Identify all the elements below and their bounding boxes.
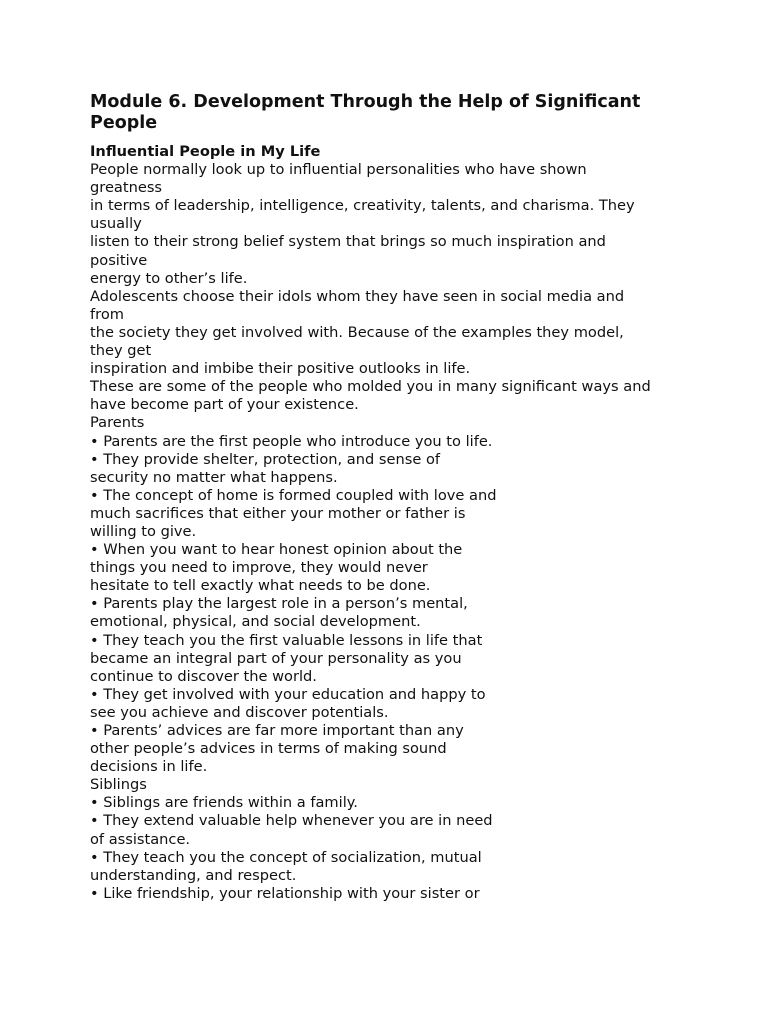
body-line: became an integral part of your personality as you (90, 649, 462, 667)
body-line: things you need to improve, they would never (90, 559, 428, 577)
body-line: • They provide shelter, protection, and sense of (90, 450, 441, 468)
body-line: willing to give. (90, 522, 197, 540)
body-line: other people’s advices in terms of making sound (90, 740, 447, 758)
body-line: see you achieve and discover potentials. (90, 703, 389, 721)
body-line: of assistance. (90, 830, 191, 848)
body-line: positive (90, 251, 148, 269)
body-line: • Parents play the largest role in a person’s mental, (90, 595, 468, 613)
body-line: energy to other’s life. (90, 269, 248, 287)
body-line: security no matter what happens. (90, 468, 338, 486)
body-line: usually (90, 215, 142, 233)
module-title-line: Module 6. Development Through the Help of Significant (90, 92, 641, 112)
body-line: Adolescents choose their idols whom they have seen in social media and (90, 287, 625, 305)
body-line: • Siblings are friends within a family. (90, 794, 358, 812)
body-line: • Parents are the first people who introduce you to life. (90, 432, 493, 450)
body-line: emotional, physical, and social development. (90, 613, 421, 631)
section-heading: Influential People in My Life (90, 143, 321, 160)
body-line: much sacrifices that either your mother or father is (90, 504, 466, 522)
body-line: the society they get involved with. Because of the examples they model, (90, 323, 624, 341)
body-line: have become part of your existence. (90, 396, 359, 414)
body-line: • They extend valuable help whenever you are in need (90, 812, 493, 830)
body-line: • They get involved with your education and happy to (90, 685, 486, 703)
body-line: • When you want to hear honest opinion about the (90, 541, 463, 559)
body-line: • They teach you the concept of socialization, mutual (90, 848, 482, 866)
body-line: understanding, and respect. (90, 866, 297, 884)
body-line: • They teach you the first valuable lessons in life that (90, 631, 483, 649)
module-title (90, 92, 690, 134)
body-line: inspiration and imbibe their positive outlooks in life. (90, 360, 471, 378)
body-line: hesitate to tell exactly what needs to be done. (90, 577, 431, 595)
body-line: • Parents’ advices are far more important than any (90, 722, 464, 739)
body-line: from (90, 305, 124, 323)
body-line: decisions in life. (90, 758, 208, 776)
body-line: Siblings (90, 776, 147, 794)
body-line: they get (90, 342, 152, 360)
body-line: • Like friendship, your relationship with your sister or (90, 884, 480, 902)
body-line: in terms of leadership, intelligence, creativity, talents, and charisma. They (90, 197, 635, 215)
body-text (90, 161, 690, 903)
body-line: People normally look up to influential personalities who have shown (90, 161, 587, 179)
body-line: continue to discover the world. (90, 667, 317, 685)
module-title-line: People (90, 113, 158, 133)
body-line: Parents (90, 414, 145, 432)
body-line: • The concept of home is formed coupled with love and (90, 486, 497, 504)
body-line: greatness (90, 179, 163, 197)
body-line: These are some of the people who molded you in many significant ways and (90, 378, 651, 396)
document-content (90, 92, 690, 903)
body-line: listen to their strong belief system that brings so much inspiration and (90, 233, 606, 251)
